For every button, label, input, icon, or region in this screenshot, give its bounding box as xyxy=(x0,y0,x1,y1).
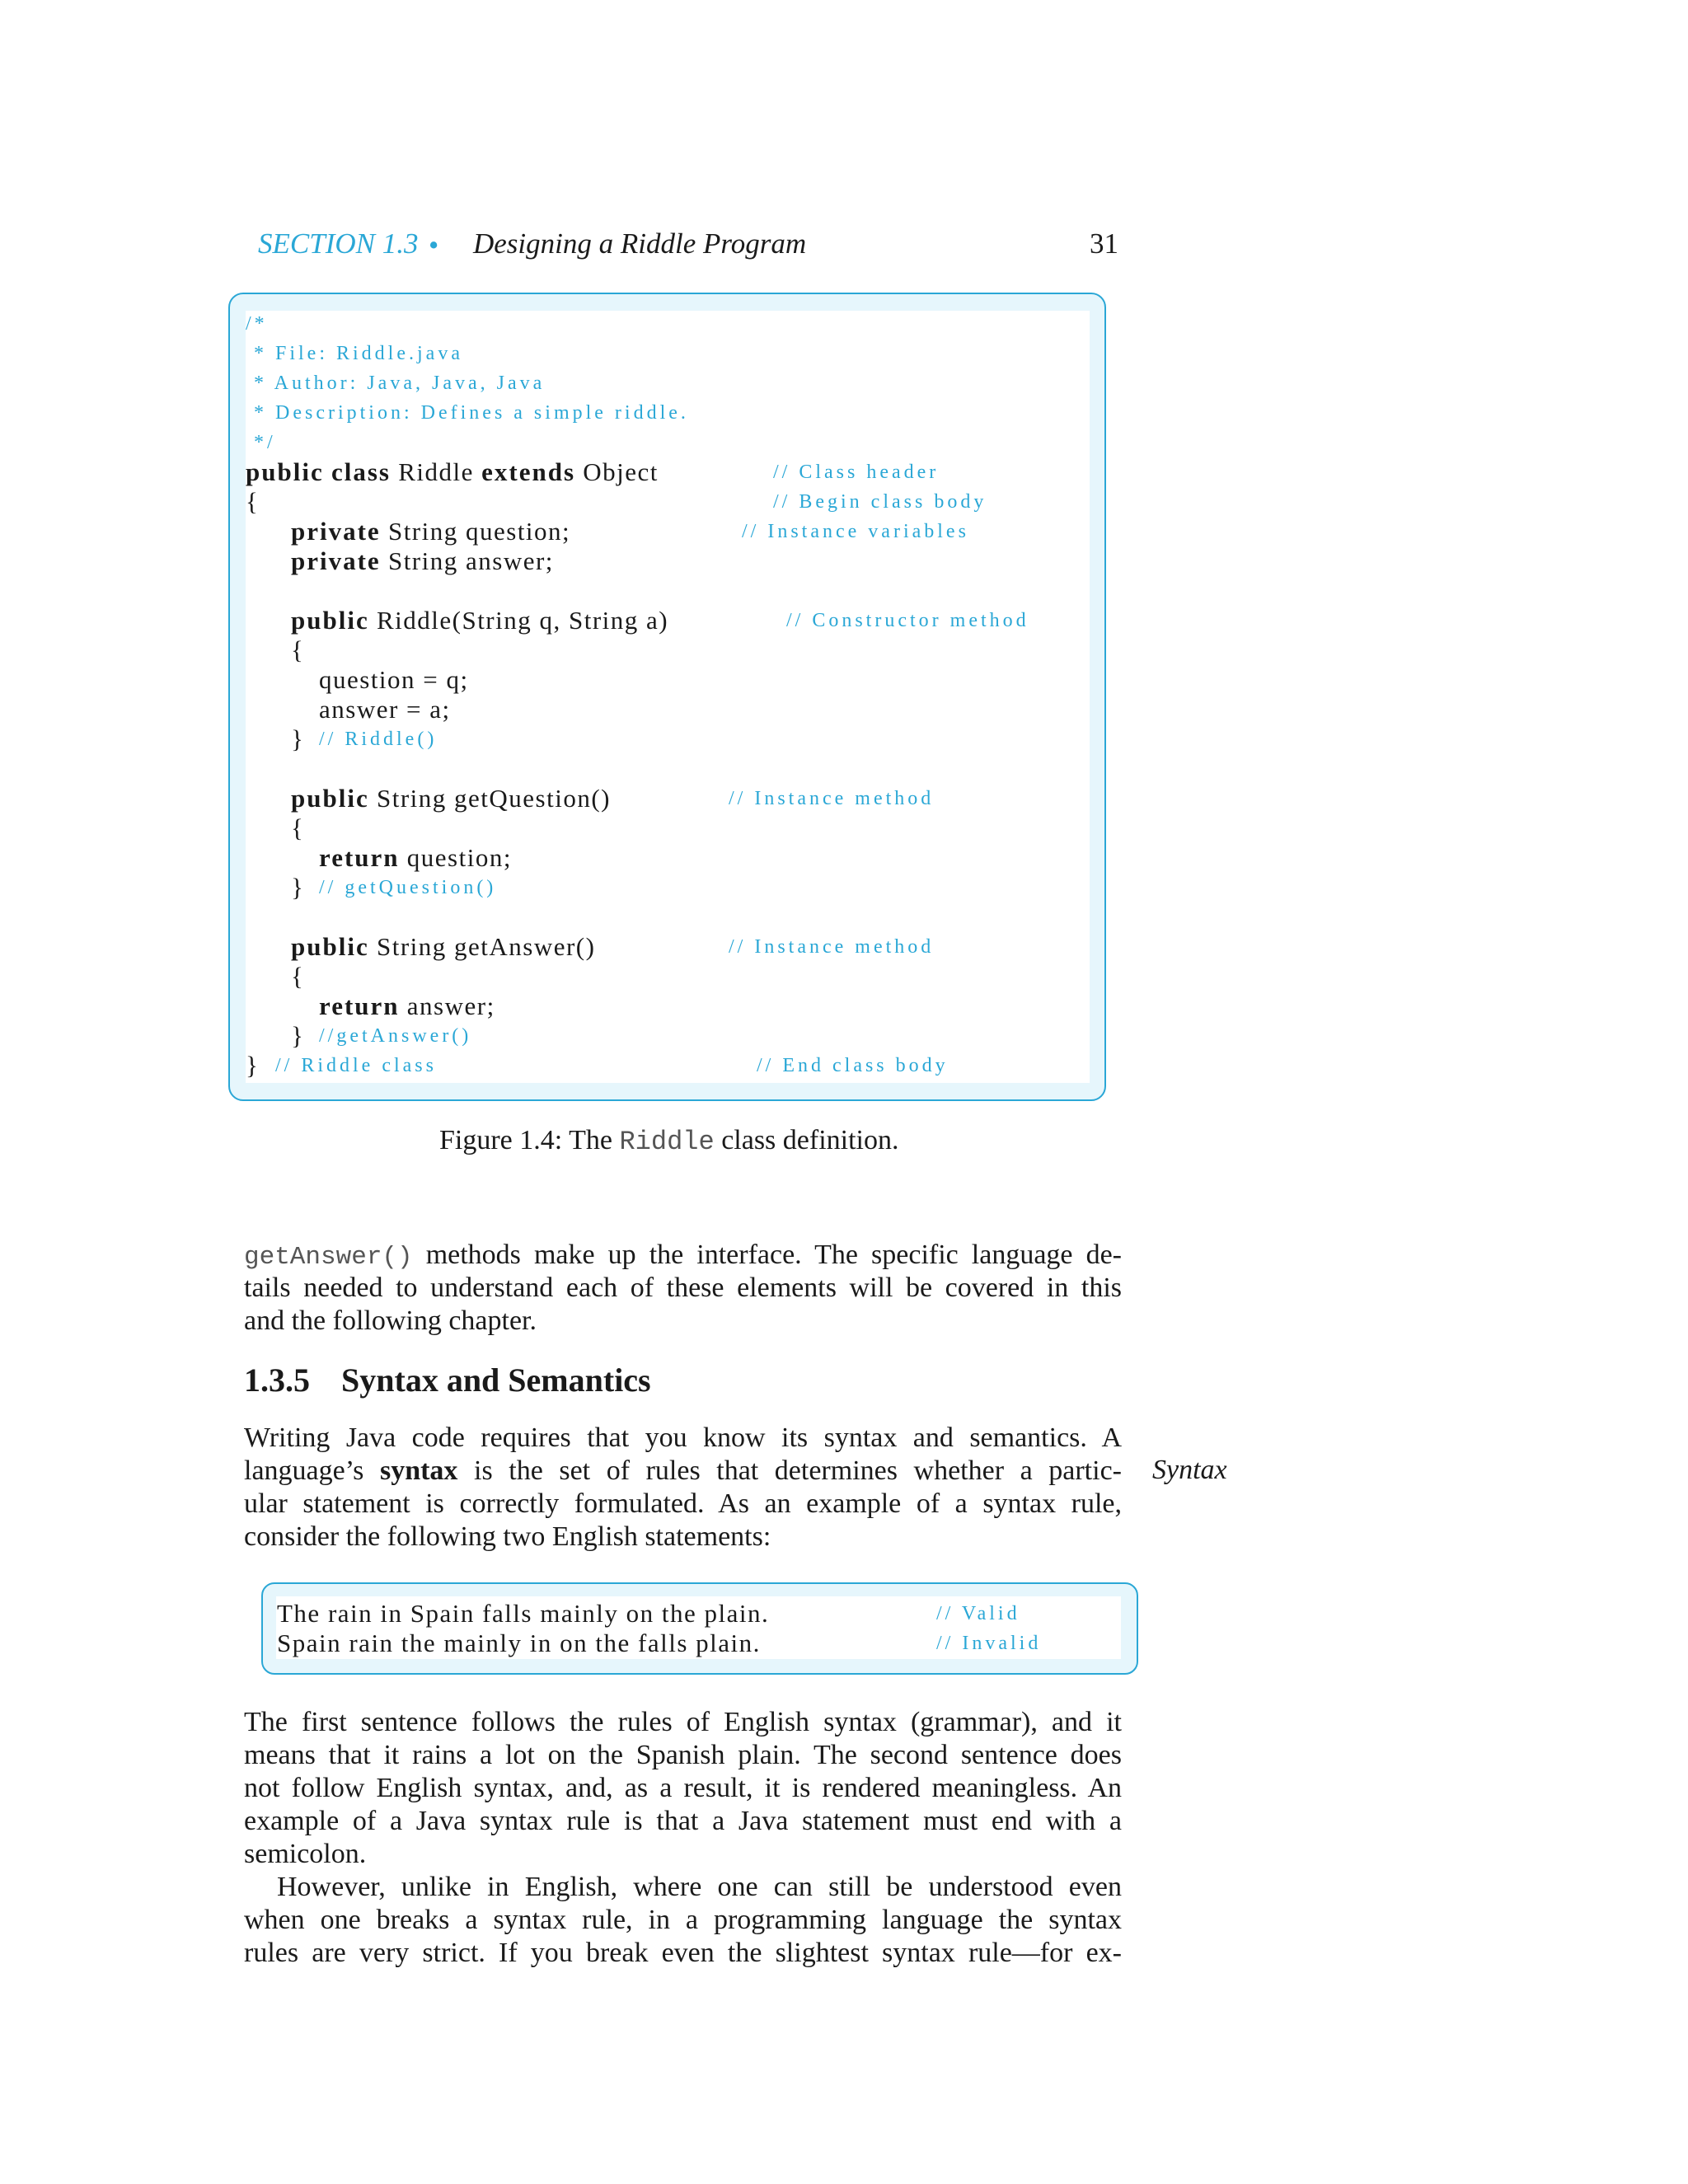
field-declaration: String answer; xyxy=(387,546,554,575)
running-header-section: SECTION 1.3 xyxy=(258,227,419,260)
paragraph-text: is the set of rules that determines whether a partic- xyxy=(457,1455,1122,1486)
paragraph-line: consider the following two English statements: xyxy=(244,1521,771,1552)
return-value: question; xyxy=(406,843,512,872)
caption-code: Riddle xyxy=(619,1127,715,1157)
code-comment-line: /* xyxy=(246,313,268,335)
field-declaration: String question; xyxy=(387,517,571,546)
code-comment-line: * File: Riddle.java xyxy=(246,343,463,364)
header-bullet: • xyxy=(429,229,439,261)
keyword: private xyxy=(291,546,381,575)
keyword: return xyxy=(319,991,400,1020)
code-comment-line: * Author: Java, Java, Java xyxy=(246,373,546,394)
code-comment: // Class header xyxy=(773,462,940,483)
inline-code: getAnswer() xyxy=(244,1243,413,1272)
caption-suffix: class definition. xyxy=(714,1125,899,1155)
code-statement: answer = a; xyxy=(319,695,451,724)
paragraph-text: language’s xyxy=(244,1455,380,1486)
code-brace: } xyxy=(291,724,305,753)
code-comment: // Begin class body xyxy=(773,491,987,513)
paragraph-line: and the following chapter. xyxy=(244,1305,537,1336)
code-comment-line: * Description: Defines a simple riddle. xyxy=(246,402,689,424)
method-signature: String getQuestion() xyxy=(376,784,611,813)
paragraph-line: tails needed to understand each of these elements will be covered in this xyxy=(244,1272,1122,1303)
code-brace: { xyxy=(291,813,305,842)
paragraph-line: semicolon. xyxy=(244,1839,367,1869)
figure-caption xyxy=(439,1125,898,1157)
paragraph-line xyxy=(244,1239,1122,1272)
code-brace: { xyxy=(291,962,305,991)
paragraph-line: when one breaks a syntax rule, in a programming language the syntax xyxy=(244,1905,1122,1935)
keyword: public xyxy=(291,784,369,813)
code-comment: // Riddle() xyxy=(319,729,438,750)
code-comment: // Instance method xyxy=(729,936,935,958)
paragraph-line: rules are very strict. If you break even the slightest syntax rule—for ex- xyxy=(244,1938,1122,1968)
section-number: 1.3.5 xyxy=(244,1361,310,1399)
caption-prefix: Figure 1.4: The xyxy=(439,1125,620,1155)
margin-note: Syntax xyxy=(1152,1455,1227,1485)
return-value: answer; xyxy=(406,991,495,1020)
code-comment: //getAnswer() xyxy=(319,1025,472,1047)
code-comment: // getQuestion() xyxy=(319,877,497,898)
code-line-class-header xyxy=(246,457,659,487)
keyword: private xyxy=(291,517,381,546)
paragraph-line: means that it rains a lot on the Spanish plain. The second sentence does xyxy=(244,1740,1122,1770)
code-comment: // End class body xyxy=(757,1055,949,1076)
code-line-field xyxy=(291,546,554,576)
code-comment: // Riddle class xyxy=(275,1055,437,1076)
keyword: class xyxy=(331,457,391,486)
paragraph-line: not follow English syntax, and, as a result, it is rendered meaningless. An xyxy=(244,1773,1122,1803)
paragraph-line: Writing Java code requires that you know its syntax and semantics. A xyxy=(244,1422,1122,1453)
paragraph-line: The first sentence follows the rules of English syntax (grammar), and it xyxy=(244,1707,1122,1737)
paragraph-line: However, unlike in English, where one can still be understood even xyxy=(277,1872,1122,1902)
class-name: Riddle xyxy=(398,457,474,486)
code-line-method xyxy=(291,932,595,962)
constructor-signature: Riddle(String q, String a) xyxy=(376,606,669,635)
paragraph-line: example of a Java syntax rule is that a Java statement must end with a xyxy=(244,1806,1122,1836)
code-comment: // Constructor method xyxy=(786,610,1029,631)
code-statement xyxy=(319,843,512,873)
keyword: return xyxy=(319,843,400,872)
code-statement xyxy=(319,991,495,1021)
example-comment: // Valid xyxy=(936,1603,1020,1624)
code-brace: } xyxy=(291,873,305,902)
code-comment-line: */ xyxy=(246,432,276,453)
keyword: extends xyxy=(481,457,576,486)
keyword: public xyxy=(291,932,369,961)
running-header-title: Designing a Riddle Program xyxy=(473,227,807,260)
keyword: public xyxy=(246,457,324,486)
code-comment: // Instance method xyxy=(729,788,935,809)
paragraph-line xyxy=(244,1455,1122,1488)
superclass-name: Object xyxy=(583,457,659,486)
paragraph-line: ular statement is correctly formulated. As an example of a syntax rule, xyxy=(244,1488,1122,1519)
code-statement: question = q; xyxy=(319,665,469,694)
example-comment: // Invalid xyxy=(936,1633,1042,1654)
code-brace: { xyxy=(291,635,305,664)
page-number: 31 xyxy=(1090,227,1118,260)
section-title: Syntax and Semantics xyxy=(341,1361,651,1399)
keyword: public xyxy=(291,606,369,635)
term-syntax: syntax xyxy=(379,1455,458,1486)
method-signature: String getAnswer() xyxy=(376,932,596,961)
code-line-method xyxy=(291,784,611,813)
example-line-valid: The rain in Spain falls mainly on the plain. xyxy=(277,1599,770,1628)
code-comment: // Instance variables xyxy=(742,521,969,542)
example-line-invalid: Spain rain the mainly in on the falls plain. xyxy=(277,1629,761,1657)
code-line-constructor xyxy=(291,606,668,635)
code-brace: } xyxy=(291,1021,305,1050)
code-open-brace: { xyxy=(246,487,260,516)
code-brace: } xyxy=(246,1051,260,1080)
paragraph-text: methods make up the interface. The specific language de- xyxy=(412,1240,1122,1270)
code-line-field xyxy=(291,517,570,546)
